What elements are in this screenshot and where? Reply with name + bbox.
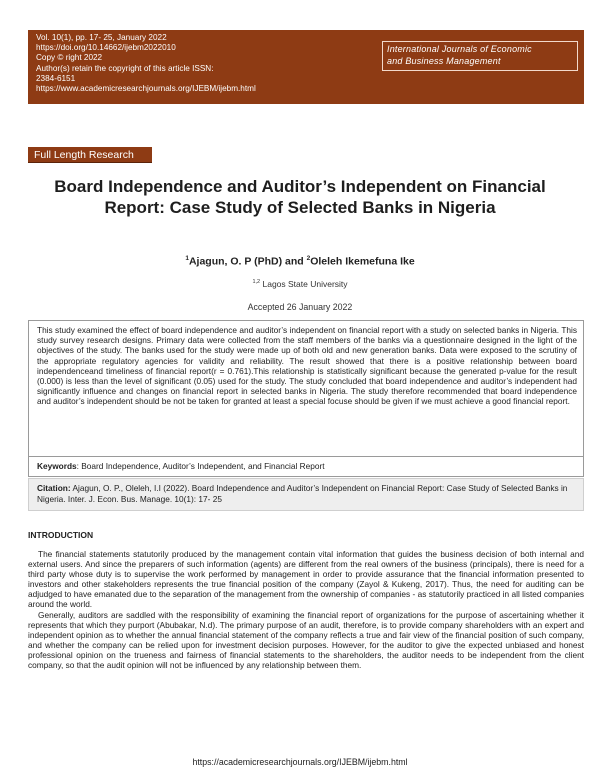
journal-name-box xyxy=(382,41,578,71)
accepted-date: Accepted 26 January 2022 xyxy=(247,302,353,312)
introduction-body xyxy=(28,549,584,670)
keywords xyxy=(37,461,325,471)
introduction-paragraph-1: The financial statements statutorily produced by the management contain vital information that guides the business decision of both internal and external users. And since the preparers of such information (agents) are different from the real owners of the business (principals), there is need for a third party whose duty is to supervise the work performed by management in order to provide assurance that the financial information presented to investors and other stakeholders represents the true financial position of the company (Zayol & Kukeng, 2017). Thus, the need for auditing can be adjudged to have emanated due to the separation of the management from the ownership of companies - as statutorily practiced in all listed companies around the world. xyxy=(28,549,584,610)
author2-superscript: 2 xyxy=(306,255,311,262)
affiliation-text: Lagos State University xyxy=(260,279,348,289)
meta-issn: 2384-6151 xyxy=(36,73,76,83)
author1-superscript: 1 xyxy=(185,255,189,262)
citation-label: Citation: xyxy=(37,483,71,493)
introduction-paragraph-2: Generally, auditors are saddled with the responsibility of examining the financial report of organizations for the purpose of ascertaining whether it represents that which they purport (Abubakar, N.d). The primary purpose of an audit, therefore, is to provide company shareholders with an expert and independent opinion as to whether the annual financial statement of the company reflects a true and fair view of the financial position of such company, and whether the company can be relied upon for investment decision purposes. However, for the auditor to give the expected unbiased and honest professional opinion on the trueness and fairness of financial statements to the shareholders, the auditor needs to be independent from the client company, so that the audit opinion will not be influenced by any relationship between them. xyxy=(28,609,584,671)
author2-name: Oleleh Ikemefuna Ike xyxy=(310,255,415,268)
author1-name: Ajagun, O. P (PhD) and xyxy=(188,255,307,268)
author-list xyxy=(0,255,600,268)
meta-copyright: Copy © right 2022 xyxy=(36,53,103,63)
section-heading-introduction: INTRODUCTION xyxy=(28,530,94,540)
citation-box xyxy=(28,478,584,511)
abstract-text: This study examined the effect of board independence and auditor’s independent on financial report with a study on selected banks in Nigeria. This study survey research designs. Primary data were collected from the staff members of the banks via a questionnaire designed in the light of the objectives of the study. The banks used for the study were made up of both old and new generation banks. Data were exposed to the scrutiny of the appropriate regulatory agencies for validity and reliability. The result showed that there is a positive relationship between board independenceand timeliness of financial report(r = 0.761).This relationship is statistically significant because the generated p-value for the result (0.000) is less than the level of significant (0.05) used for the study. The study concluded that board independence and auditor’s independent had significantly influence and changes on financial report in selected banks in Nigeria. The study therefore recommended that board independence and auditor’s independent should be not be taken for granted at least a special focuse should be given if we must achieve a good financial report. xyxy=(37,325,577,407)
meta-journal-url[interactable]: https://www.academicresearchjournals.org/IJEBM/ijebm.html xyxy=(36,84,256,94)
footer-url[interactable]: https://academicresearchjournals.org/IJEBM/ijebm.html xyxy=(192,757,408,767)
article-type-badge: Full Length Research xyxy=(28,147,152,163)
meta-rights: Author(s) retain the copyright of this article ISSN: xyxy=(36,63,214,73)
affiliation-superscript: 1,2 xyxy=(252,279,261,286)
article-meta xyxy=(36,33,256,94)
journal-name-line2: and Business Management xyxy=(387,55,501,66)
journal-header-band xyxy=(28,30,584,104)
journal-name-line1: International Journals of Economic xyxy=(387,44,532,54)
meta-volume: Vol. 10(1), pp. 17- 25, January 2022 xyxy=(36,33,167,42)
abstract-box xyxy=(28,320,584,477)
meta-doi[interactable]: https://doi.org/10.14662/ijebm2022010 xyxy=(36,43,176,53)
citation xyxy=(37,483,577,505)
keywords-label: Keywords xyxy=(37,461,77,471)
affiliation xyxy=(0,279,600,289)
citation-text: Ajagun, O. P., Oleleh, I.I (2022). Board Independence and Auditor’s Independent on Financial Report: Case Study of Selected Banks in Nigeria. Inter. J. Econ. Bus. Manage. 10(1): 17- 25 xyxy=(37,483,568,504)
paper-title: Board Independence and Auditor’s Independent on Financial Report: Case Study of Selected Banks in Nigeria xyxy=(54,177,546,217)
abstract-divider xyxy=(29,456,583,457)
keywords-text: : Board Independence, Auditor’s Independent, and Financial Report xyxy=(76,461,325,471)
